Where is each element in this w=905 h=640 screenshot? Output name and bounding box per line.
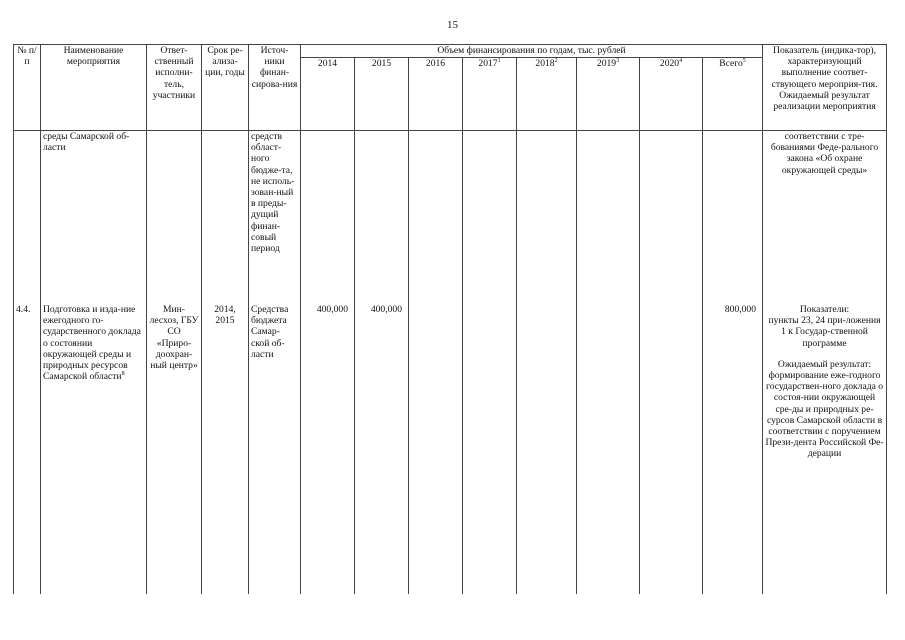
- indicator-block: [765, 304, 884, 349]
- cell-source: Средства бюджета Самар-ской об-ласти: [249, 301, 301, 594]
- cell-number: [14, 131, 41, 302]
- cell-responsible: Мин-лесхоз, ГБУ СО «Приро-доохран-ный центр»: [147, 301, 202, 594]
- header-year: 2014: [301, 58, 355, 131]
- footnote-mark: 5: [742, 57, 746, 64]
- cell-year-value: [517, 301, 577, 594]
- table-row: [14, 131, 887, 302]
- footnote-mark: 2: [554, 57, 558, 64]
- header-source: Источ-ники финан-сирова-ния: [249, 45, 301, 131]
- cell-responsible: [147, 131, 202, 302]
- indicator-title: Показатели:: [799, 304, 850, 315]
- cell-term: [202, 131, 249, 302]
- footnote-mark: 4: [679, 57, 683, 64]
- header-name: Наименование мероприятия: [41, 45, 147, 131]
- cell-indicator: соответствии с тре-бованиями Феде-рального закона «Об охране окружающей среды»: [763, 131, 887, 302]
- header-year: 2018$^2$: [517, 58, 577, 131]
- header-year: 2020$^4$: [640, 58, 703, 131]
- cell-year-value: [640, 131, 703, 302]
- header-number: № п/п: [14, 45, 41, 131]
- header-term: Срок ре-ализа-ции, годы: [202, 45, 249, 131]
- cell-year-value: [463, 301, 517, 594]
- cell-year-value: [640, 301, 703, 594]
- cell-source: средств област-ного бюдже-та, не исполь-зован-ный в преды-дущий финан-совый период: [249, 131, 301, 302]
- cell-year-value: [577, 301, 640, 594]
- cell-year-value: [409, 301, 463, 594]
- header-year: 2015: [355, 58, 409, 131]
- page-number: 15: [447, 19, 458, 31]
- cell-name: Подготовка и изда-ние ежегодного го-сударственного доклада о состоянии окружающей среды и природных ресурсов Самарской области$^8$: [41, 301, 147, 594]
- cell-year-value: [301, 131, 355, 302]
- cell-term: 2014, 2015: [202, 301, 249, 594]
- cell-name: среды Самарской об-ласти: [41, 131, 147, 302]
- footnote-mark: 1: [497, 57, 501, 64]
- result-title: Ожидаемый результат:: [777, 358, 872, 370]
- header-indicator: Показатель (индика-тор), характеризующий выполнение соответ-ствующего мероприя-тия. Ожидаемый результат реализации мероприятия: [763, 45, 887, 131]
- footnote-mark: 3: [616, 57, 620, 64]
- cell-total: [703, 131, 763, 302]
- cell-total: 800,000: [703, 301, 763, 594]
- header-responsible: Ответ-ственный исполни-тель, участники: [147, 45, 202, 131]
- cell-year-value: [355, 131, 409, 302]
- header-year: 2017$^1$: [463, 58, 517, 131]
- header-funding: Объем финансирования по годам, тыс. рублей: [301, 45, 763, 58]
- cell-number: 4.4.: [14, 301, 41, 594]
- footnote-mark: 8: [121, 371, 125, 378]
- cell-year-value: [577, 131, 640, 302]
- funding-table: [13, 44, 887, 594]
- cell-year-2015: 400,000: [355, 301, 409, 594]
- result-text: формирование ежe-годного государствен-ного доклада о состоя-нии окружающей сре-ды и природных ре-сурсов Самарской области в соответствии с поручением Прези-дента Российской Фе-дерации: [765, 370, 884, 460]
- cell-year-2014: 400,000: [301, 301, 355, 594]
- cell-year-value: [517, 131, 577, 302]
- header-year: 2016: [409, 58, 463, 131]
- table-row: [14, 301, 887, 594]
- result-block: [765, 359, 884, 460]
- cell-year-value: [409, 131, 463, 302]
- header-year: 2019$^3$: [577, 58, 640, 131]
- header-year: Всего$^5$: [703, 58, 763, 131]
- cell-indicator: [763, 301, 887, 594]
- indicator-text: пункты 23, 24 при-ложения 1 к Государ-ственной программе: [768, 315, 881, 349]
- cell-year-value: [463, 131, 517, 302]
- header-row: [14, 45, 887, 58]
